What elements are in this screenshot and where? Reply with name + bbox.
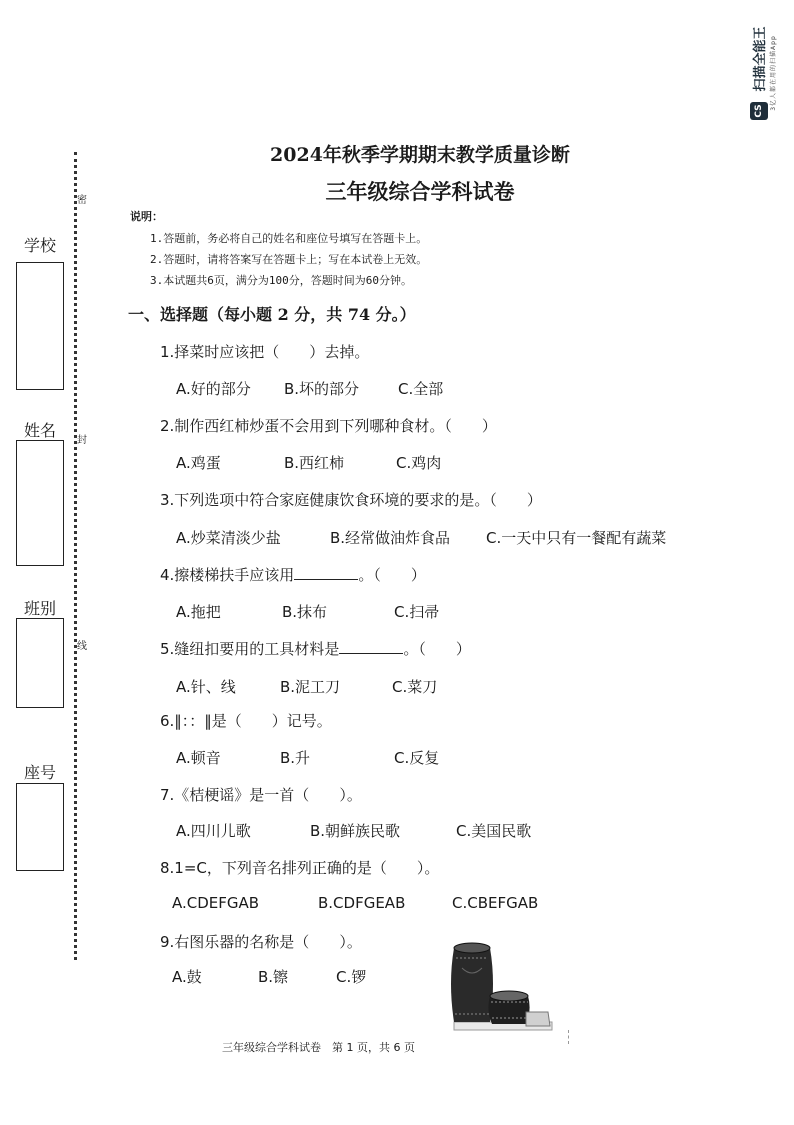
q5-option-c: C.菜刀 [392, 678, 438, 696]
q4-option-c: C.扫帚 [394, 603, 440, 621]
note-item: 3.本试题共6页，满分为100分，答题时间为60分钟。 [150, 274, 412, 287]
binding-word-line: 线 [77, 641, 87, 652]
note-item: 1.答题前，务必将自己的姓名和座位号填写在答题卡上。 [150, 232, 428, 245]
q6-option-a: A.顿音 [176, 749, 221, 767]
q3-option-a: A.炒菜清淡少盐 [176, 529, 281, 547]
question-5 [160, 638, 471, 659]
question-6: 6.‖：：‖是（ ）记号。 [160, 712, 332, 730]
q9-option-a: A.鼓 [172, 968, 202, 986]
q8-option-b: B.CDFGEAB [318, 894, 406, 912]
question-3: 3.下列选项中符合家庭健康饮食环境的要求的是。（ ） [160, 491, 542, 509]
q4-option-b: B.抹布 [282, 603, 328, 621]
question-9: 9.右图乐器的名称是（ ）。 [160, 933, 362, 951]
binding-word-seal: 密 [77, 195, 87, 206]
question-2: 2.制作西红柿炒蛋不会用到下列哪种食材。（ ） [160, 417, 497, 435]
q8-option-a: A.CDEFGAB [172, 894, 260, 912]
q7-option-a: A.四川儿歌 [176, 822, 251, 840]
scanner-watermark [748, 14, 778, 124]
name-label: 姓名 [24, 421, 57, 440]
class-label: 班别 [24, 599, 57, 618]
q3-option-b: B.经常做油炸食品 [330, 529, 451, 547]
question-4 [160, 564, 426, 585]
notes-heading: 说明： [130, 210, 163, 223]
school-field[interactable] [16, 262, 64, 390]
q7-option-b: B.朝鲜族民歌 [310, 822, 401, 840]
binding-line [74, 152, 77, 960]
name-field[interactable] [16, 440, 64, 566]
q8-option-c: C.CBEFGAB [452, 894, 539, 912]
answer-blank [294, 567, 358, 580]
exam-subtitle: 三年级综合学科试卷 [325, 179, 515, 204]
q2-option-a: A.鸡蛋 [176, 454, 221, 472]
school-label: 学校 [24, 236, 57, 255]
watermark-tagline: 3亿人都在用的扫描App [770, 35, 777, 111]
q9-option-b: B.镲 [258, 968, 289, 986]
seat-label: 座号 [24, 763, 57, 782]
watermark-logo-icon: CS [750, 102, 768, 120]
q1-option-a: A.好的部分 [176, 380, 251, 398]
drum-image [440, 938, 556, 1034]
q1-option-b: B.坏的部分 [284, 380, 360, 398]
q1-option-c: C.全部 [398, 380, 444, 398]
q2-option-c: C.鸡肉 [396, 454, 442, 472]
binding-word-seal-2: 封 [77, 435, 87, 446]
q6-option-b: B.升 [280, 749, 311, 767]
watermark-brand: 扫描全能王 [753, 26, 768, 92]
q7-option-c: C.美国民歌 [456, 822, 532, 840]
question-8: 8.1=C，下列音名排列正确的是（ ）。 [160, 859, 440, 877]
q4-stem-start: 4.擦楼梯扶手应该用 [160, 566, 295, 584]
q4-option-a: A.拖把 [176, 603, 221, 621]
q5-option-b: B.泥工刀 [280, 678, 341, 696]
q5-option-a: A.针、线 [176, 678, 236, 696]
question-1: 1.择菜时应该把（ ）去掉。 [160, 343, 370, 361]
q3-option-c: C.一天中只有一餐配有蔬菜 [486, 529, 667, 547]
class-field[interactable] [16, 618, 64, 708]
seat-field[interactable] [16, 783, 64, 871]
exam-title: 2024年秋季学期期末教学质量诊断 [270, 144, 570, 166]
question-7: 7.《桔梗谣》是一首（ ）。 [160, 786, 362, 804]
q2-option-b: B.西红柿 [284, 454, 345, 472]
q5-stem-end: 。（ ） [403, 640, 471, 658]
q9-option-c: C.锣 [336, 968, 367, 986]
q6-option-c: C.反复 [394, 749, 440, 767]
answer-blank [339, 641, 403, 654]
page-footer: 三年级综合学科试卷 第 1 页，共 6 页 [222, 1041, 415, 1054]
section-heading: 一、选择题（每小题 2 分，共 74 分。） [128, 305, 416, 324]
note-item: 2.答题时，请将答案写在答题卡上；写在本试卷上无效。 [150, 253, 428, 266]
cut-mark [568, 1030, 579, 1044]
q5-stem-start: 5.缝纽扣要用的工具材料是 [160, 640, 340, 658]
q4-stem-end: 。（ ） [358, 566, 426, 584]
